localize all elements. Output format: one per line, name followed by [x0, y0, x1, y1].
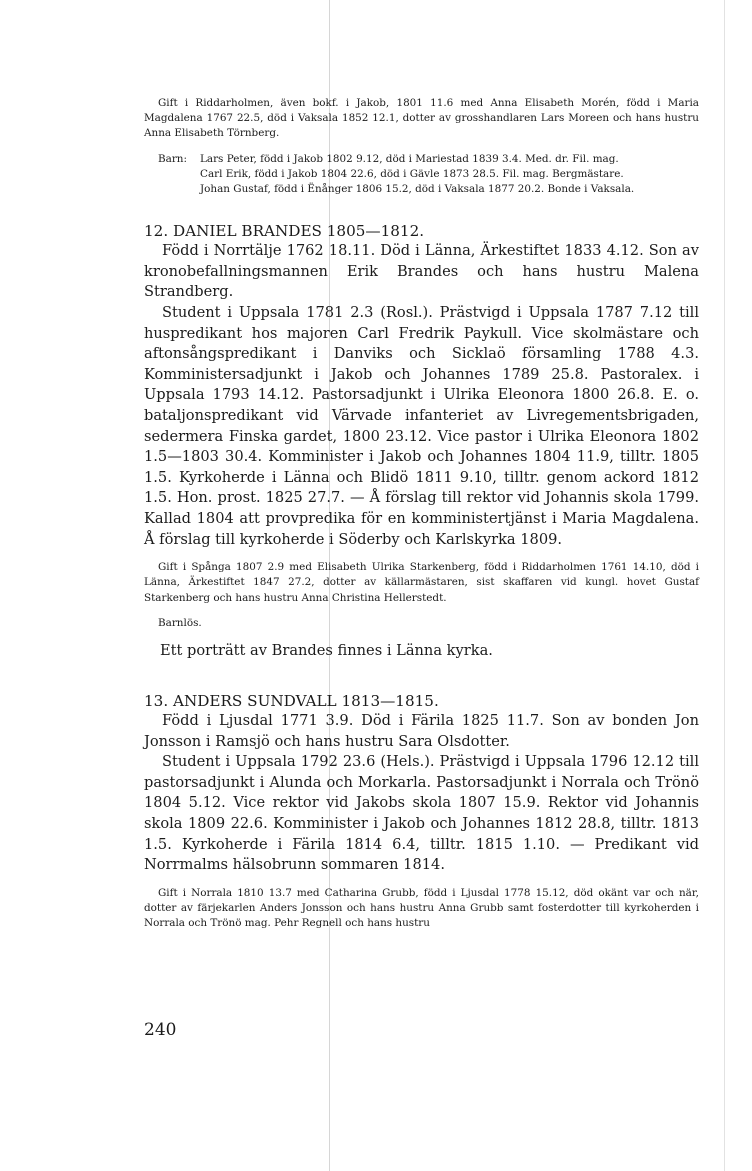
child-entry: Carl Erik, född i Jakob 1804 22.6, död i Gävle 1873 28.5. Fil. mag. Bergmästare.	[200, 167, 624, 180]
entry-heading-13: 13. ANDERS SUNDVALL 1813—1815.	[144, 691, 439, 710]
page-content	[144, 96, 699, 931]
page-number: 240	[144, 1020, 177, 1040]
child-entry: Johan Gustaf, född i Ënånger 1806 15.2, död i Vaksala 1877 20.2. Bonde i Vaksala.	[200, 183, 635, 196]
entry-12-portrait-note: Ett porträtt av Brandes finnes i Länna kyrka.	[160, 641, 493, 659]
entry-12-marriage: Gift i Spånga 1807 2.9 med Elisabeth Ulrika Starkenberg, född i Riddarholmen 1761 14.10, död i Länna, Ärkestiftet 1847 27.2, dotter av källarmästaren, sist skaffaren vid kungl. hovet Gustaf Starkenberg och hans hustru Anna Christina Hellerstedt.	[144, 561, 699, 604]
page-edge-line	[724, 0, 725, 1171]
children-list	[158, 152, 699, 198]
entry-13-career: Student i Uppsala 1792 23.6 (Hels.). Prästvigd i Uppsala 1796 12.12 till pastorsadjunkt i Alunda och Morkarla. Pastorsadjunkt i Norrala och Trönö 1804 5.12. Vice rektor vid Jakobs skola 1807 15.9. Rektor vid Johannis skola 1809 22.6. Komminister i Jakob och Johannes 1812 28.8, tilltr. 1813 1.5. Kyrkoherde i Färila 1814 6.4, tilltr. 1815 1.10. — Predikant vid Norrmalms hälsobrunn sommaren 1814.	[144, 753, 699, 874]
entry-12-birth: Född i Norrtälje 1762 18.11. Död i Länna, Ärkestiftet 1833 4.12. Son av kronobefallningsmannen Erik Brandes och hans hustru Malena Strandberg.	[144, 242, 699, 301]
marriage-note-1: Gift i Riddarholmen, även bokf. i Jakob, 1801 11.6 med Anna Elisabeth Morén, född i Maria Magdalena 1767 22.5, död i Vaksala 1852 12.1, dotter av grosshandlaren Lars Moreen och hans hustru Anna Elisabeth Törnberg.	[144, 97, 699, 140]
entry-12-career: Student i Uppsala 1781 2.3 (Rosl.). Prästvigd i Uppsala 1787 7.12 till huspredikant hos majoren Carl Fredrik Paykull. Vice skolmästare och aftonsångspredikant i Danviks och Sicklaö församling 1788 4.3. Komministersadjunkt i Jakob och Johannes 1789 25.8. Pastoralex. i Uppsala 1793 14.12. Pastorsadjunkt i Ulrika Eleonora 1800 26.8. E. o. bataljonspredikant vid Värvade infanteriet av Livregementsbrigaden, sedermera Finska gardet, 1800 23.12. Vice pastor i Ulrika Eleonora 1802 1.5—1803 30.4. Komminister i Jakob och Johannes 1804 11.9, tilltr. 1805 1.5. Kyrkoherde i Länna och Blidö 1811 9.10, tilltr. genom ackord 1812 1.5. Hon. prost. 1825 27.7. — Å förslag till rektor vid Johannis skola 1799. Kallad 1804 att provpredika för en komministertjänst i Maria Magdalena. Å förslag till kyrkoherde i Söderby och Karlskyrka 1809.	[144, 304, 699, 548]
children-label: Barn:	[158, 152, 187, 165]
entry-13-birth: Född i Ljusdal 1771 3.9. Död i Färila 1825 11.7. Son av bonden Jon Jonsson i Ramsjö och hans hustru Sara Olsdotter.	[144, 711, 699, 750]
child-entry: Lars Peter, född i Jakob 1802 9.12, död i Mariestad 1839 3.4. Med. dr. Fil. mag.	[200, 152, 619, 165]
entry-12-barnlos: Barnlös.	[158, 616, 202, 629]
entry-13-marriage: Gift i Norrala 1810 13.7 med Catharina Grubb, född i Ljusdal 1778 15.12, död okänt var och när, dotter av färjekarlen Anders Jonsson och hans hustru Anna Grubb samt fosterdotter till kyrkoherden i Norrala och Trönö mag. Pehr Regnell och hans hustru	[144, 886, 699, 930]
entry-heading-12: 12. DANIEL BRANDES 1805—1812.	[144, 222, 425, 241]
